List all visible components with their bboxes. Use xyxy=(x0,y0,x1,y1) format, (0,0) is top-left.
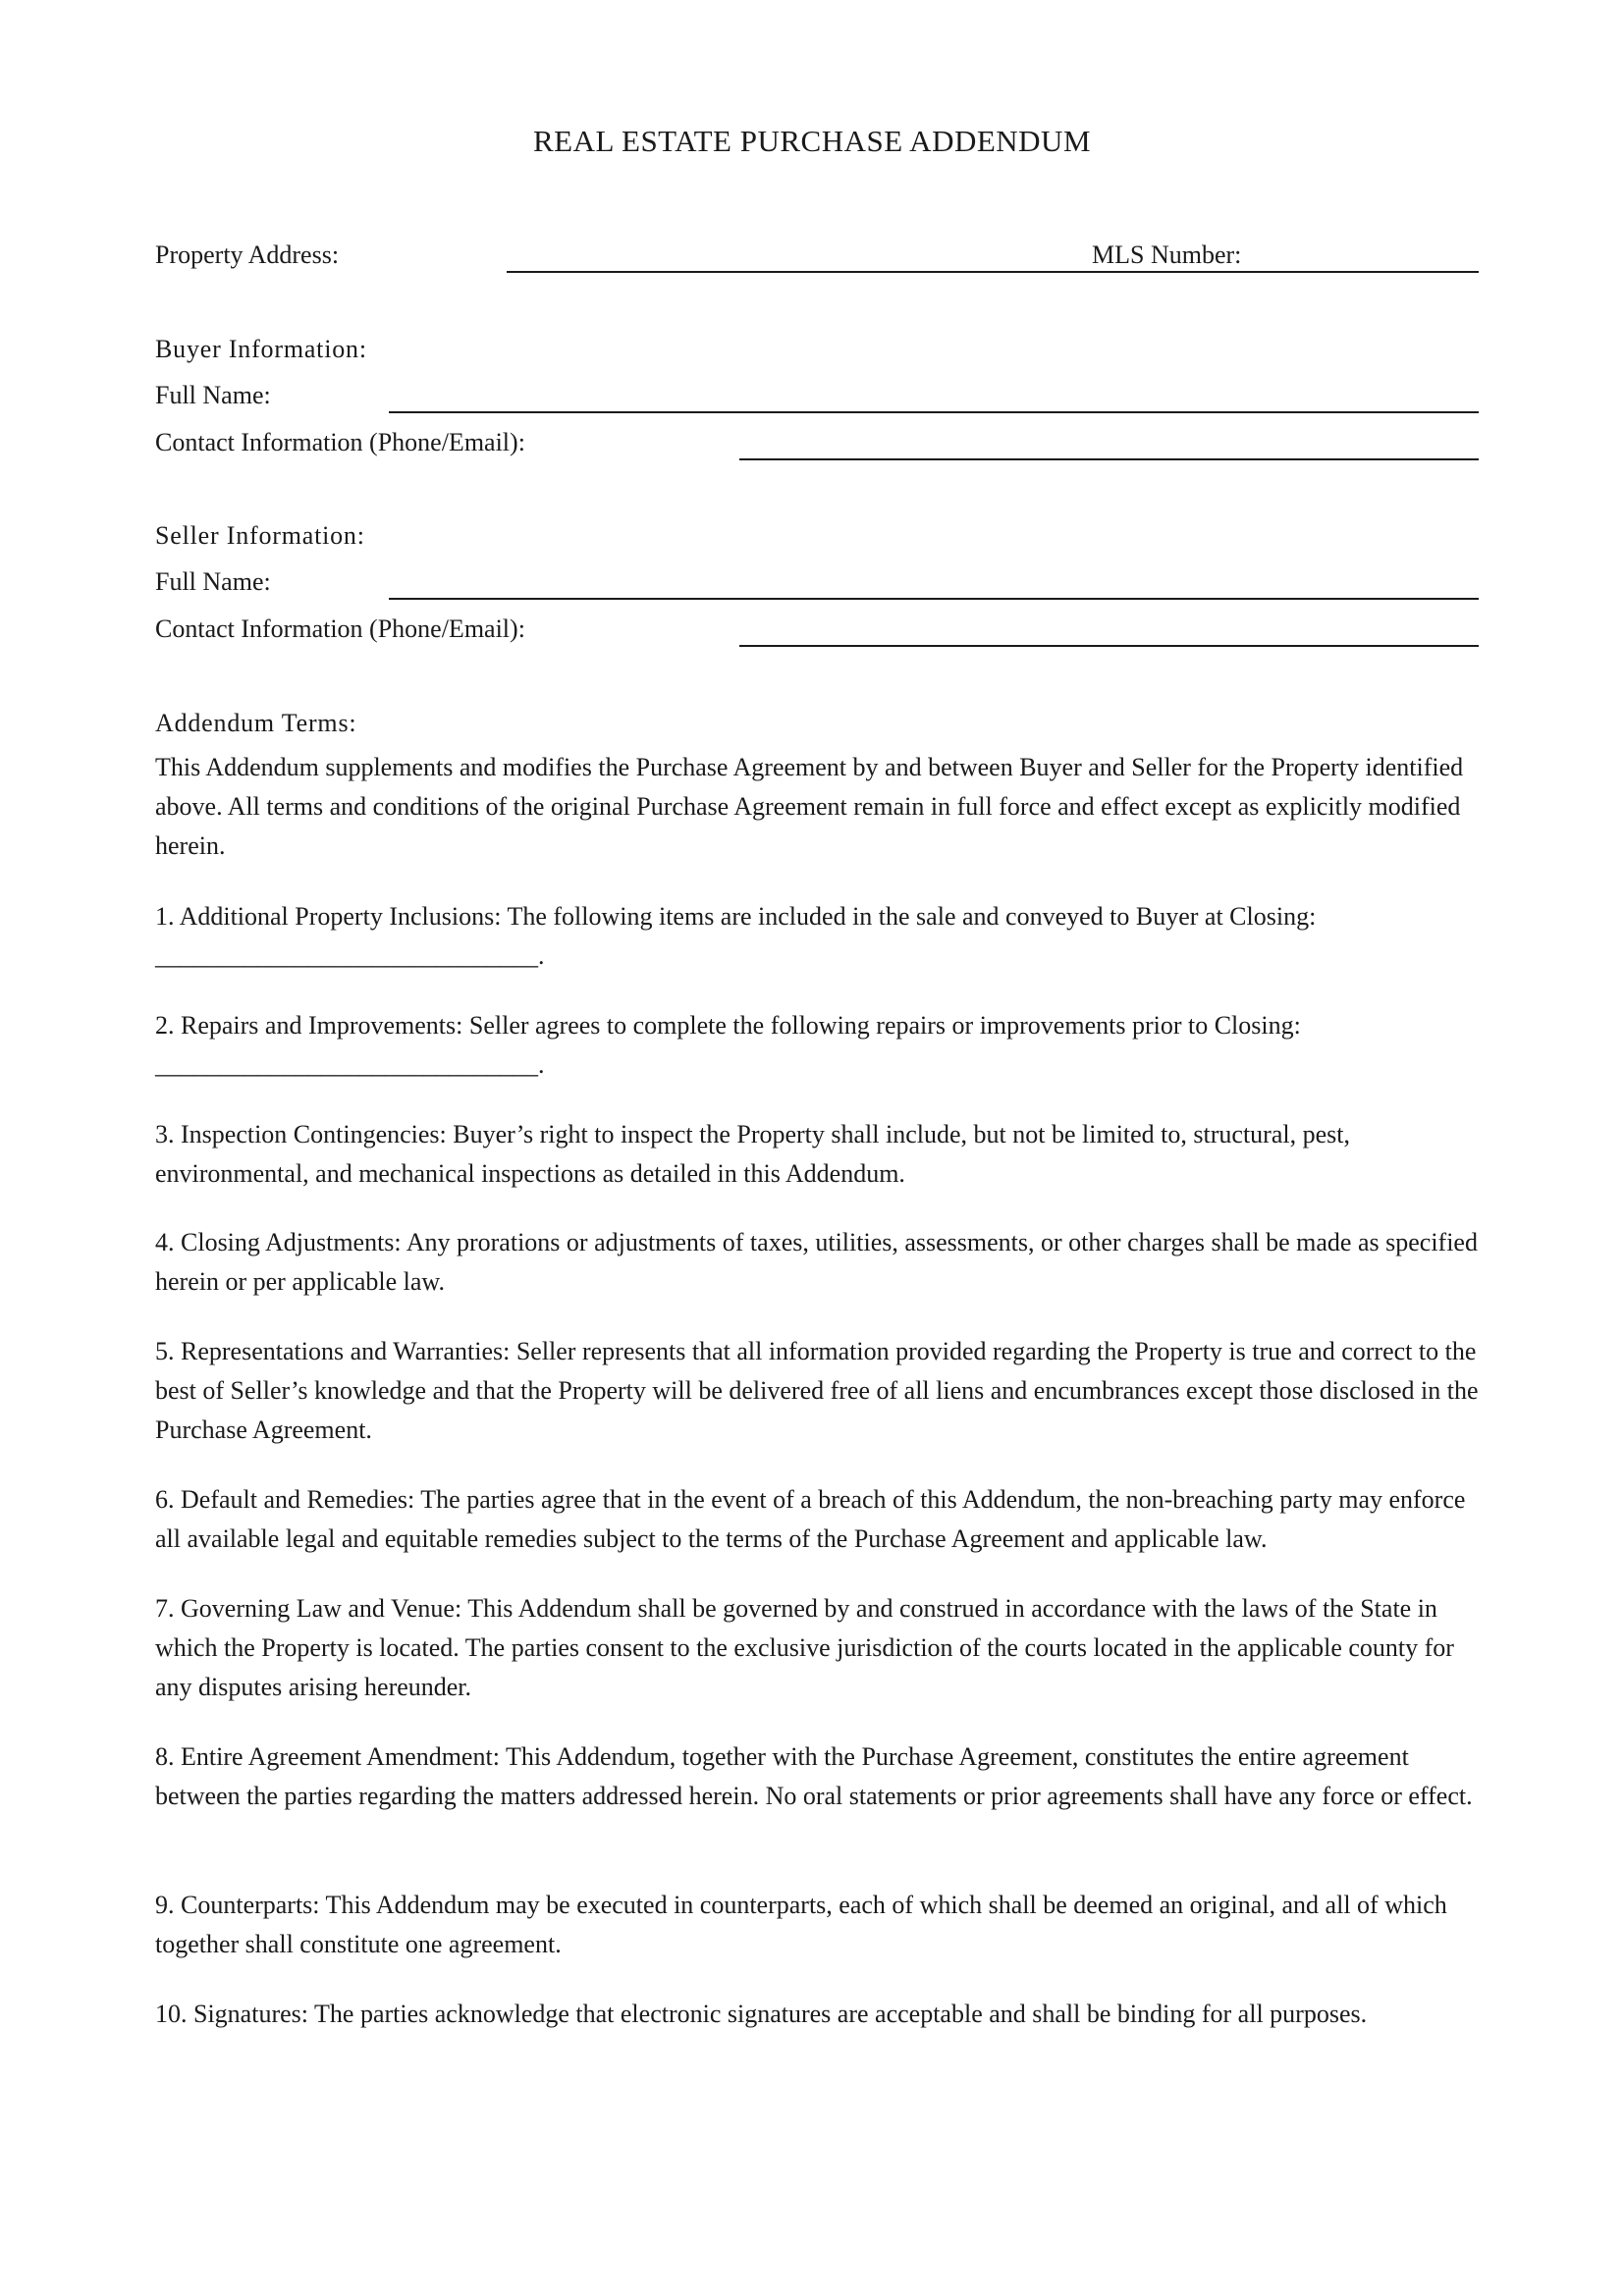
term-additional-inclusions: 1. Additional Property Inclusions: The following items are included in the sale and conveyed to Buyer at Closing: ______________________________. xyxy=(155,902,1317,970)
seller-full-name-label: Full Name: xyxy=(155,567,271,596)
seller-information-heading: Seller Information: xyxy=(155,521,365,550)
term-inspection-contingencies: 3. Inspection Contingencies: Buyer’s right to inspect the Property shall include, but not be limited to, structural, pest, environmental, and mechanical inspections as detailed in this Addendum. xyxy=(155,1120,1350,1188)
term-signatures: 10. Signatures: The parties acknowledge that electronic signatures are acceptable and shall be binding for all purposes. xyxy=(155,2000,1368,2028)
term-counterparts: 9. Counterparts: This Addendum may be executed in counterparts, each of which shall be deemed an original, and all of which together shall constitute one agreement. xyxy=(155,1891,1447,1958)
term-repairs-improvements: 2. Repairs and Improvements: Seller agrees to complete the following repairs or improvements prior to Closing: ______________________________. xyxy=(155,1011,1301,1079)
addendum-terms-heading: Addendum Terms: xyxy=(155,709,357,737)
buyer-full-name-label: Full Name: xyxy=(155,381,271,409)
document-title: REAL ESTATE PURCHASE ADDENDUM xyxy=(532,124,1092,158)
seller-contact-label: Contact Information (Phone/Email): xyxy=(155,614,525,643)
buyer-contact-field[interactable] xyxy=(739,458,1479,460)
seller-contact-field[interactable] xyxy=(739,645,1479,647)
buyer-contact-label: Contact Information (Phone/Email): xyxy=(155,428,525,456)
property-address-label: Property Address: xyxy=(155,240,340,269)
buyer-full-name-field[interactable] xyxy=(389,411,1479,413)
seller-full-name-field[interactable] xyxy=(389,598,1479,600)
term-representations-warranties: 5. Representations and Warranties: Seller represents that all information provided regarding the Property is true and correct to the best of Seller’s knowledge and that the Property will be delivered free of all liens and encumbrances except those disclosed in the Purchase Agreement. xyxy=(155,1337,1479,1444)
term-entire-agreement: 8. Entire Agreement Amendment: This Addendum, together with the Purchase Agreement, constitutes the entire agreement between the parties regarding the matters addressed herein. No oral statements or prior agreements shall have any force or effect. xyxy=(155,1742,1473,1810)
term-governing-law: 7. Governing Law and Venue: This Addendum shall be governed by and construed in accordance with the laws of the State in which the Property is located. The parties consent to the exclusive jurisdiction of the courts located in the applicable county for any disputes arising hereunder. xyxy=(155,1594,1454,1701)
addendum-intro-paragraph: This Addendum supplements and modifies the Purchase Agreement by and between Buyer and Seller for the Property identified above. All terms and conditions of the original Purchase Agreement remain in full force and effect except as explicitly modified herein. xyxy=(155,753,1464,860)
term-default-remedies: 6. Default and Remedies: The parties agree that in the event of a breach of this Addendum, the non-breaching party may enforce all available legal and equitable remedies subject to the terms of the Purchase Agreement and applicable law. xyxy=(155,1485,1466,1553)
property-address-field[interactable] xyxy=(507,271,1479,273)
term-closing-adjustments: 4. Closing Adjustments: Any prorations or adjustments of taxes, utilities, assessments, or other charges shall be made as specified herein or per applicable law. xyxy=(155,1228,1478,1296)
buyer-information-heading: Buyer Information: xyxy=(155,335,367,363)
mls-number-label: MLS Number: xyxy=(1092,240,1242,269)
